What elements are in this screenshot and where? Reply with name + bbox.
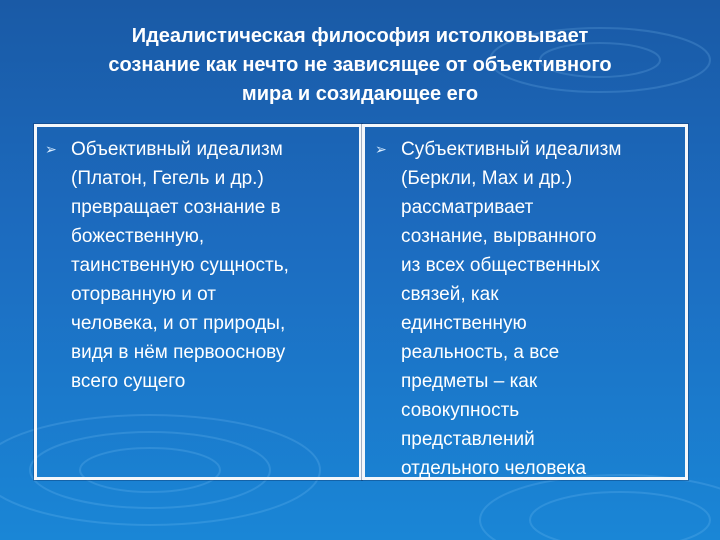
objective-idealism-panel [34,124,362,480]
text-line: единственную [401,313,527,334]
text-line: таинственную сущность, [71,255,289,276]
text-line: всего сущего [71,371,186,392]
title-line: Идеалистическая философия истолковывает [131,25,589,47]
text-line: представлений [401,429,535,450]
text-line: оторванную и от [71,284,216,305]
text-line: Объективный идеализм [71,139,283,160]
text-line: сознание, вырванного [401,226,597,247]
text-line: человека, и от природы, [71,313,286,334]
text-line: божественную, [71,226,205,247]
text-line: рассматривает [401,197,534,218]
text-line: связей, как [401,284,499,305]
arrow-bullet-icon: ➢ [45,141,57,157]
text-line: предметы – как [401,371,538,392]
subjective-idealism-panel [362,124,688,480]
text-line: из всех общественных [401,255,601,276]
objective-idealism-text [71,135,289,396]
text-line: совокупность [401,400,520,421]
title-line: сознание как нечто не зависящее от объективного [108,54,612,76]
arrow-bullet-icon: ➢ [375,141,387,157]
text-line: отдельного человека [401,458,587,479]
text-line: Субъективный идеализм [401,139,622,160]
text-line: превращает сознание в [71,197,281,218]
text-line: (Платон, Гегель и др.) [71,168,264,189]
title-line: мира и созидающее его [241,83,479,105]
slide-title [40,22,680,109]
text-line: реальность, а все [401,342,560,363]
text-line: (Беркли, Мах и др.) [401,168,573,189]
subjective-idealism-text [401,135,621,483]
text-line: видя в нём первооснову [71,342,286,363]
